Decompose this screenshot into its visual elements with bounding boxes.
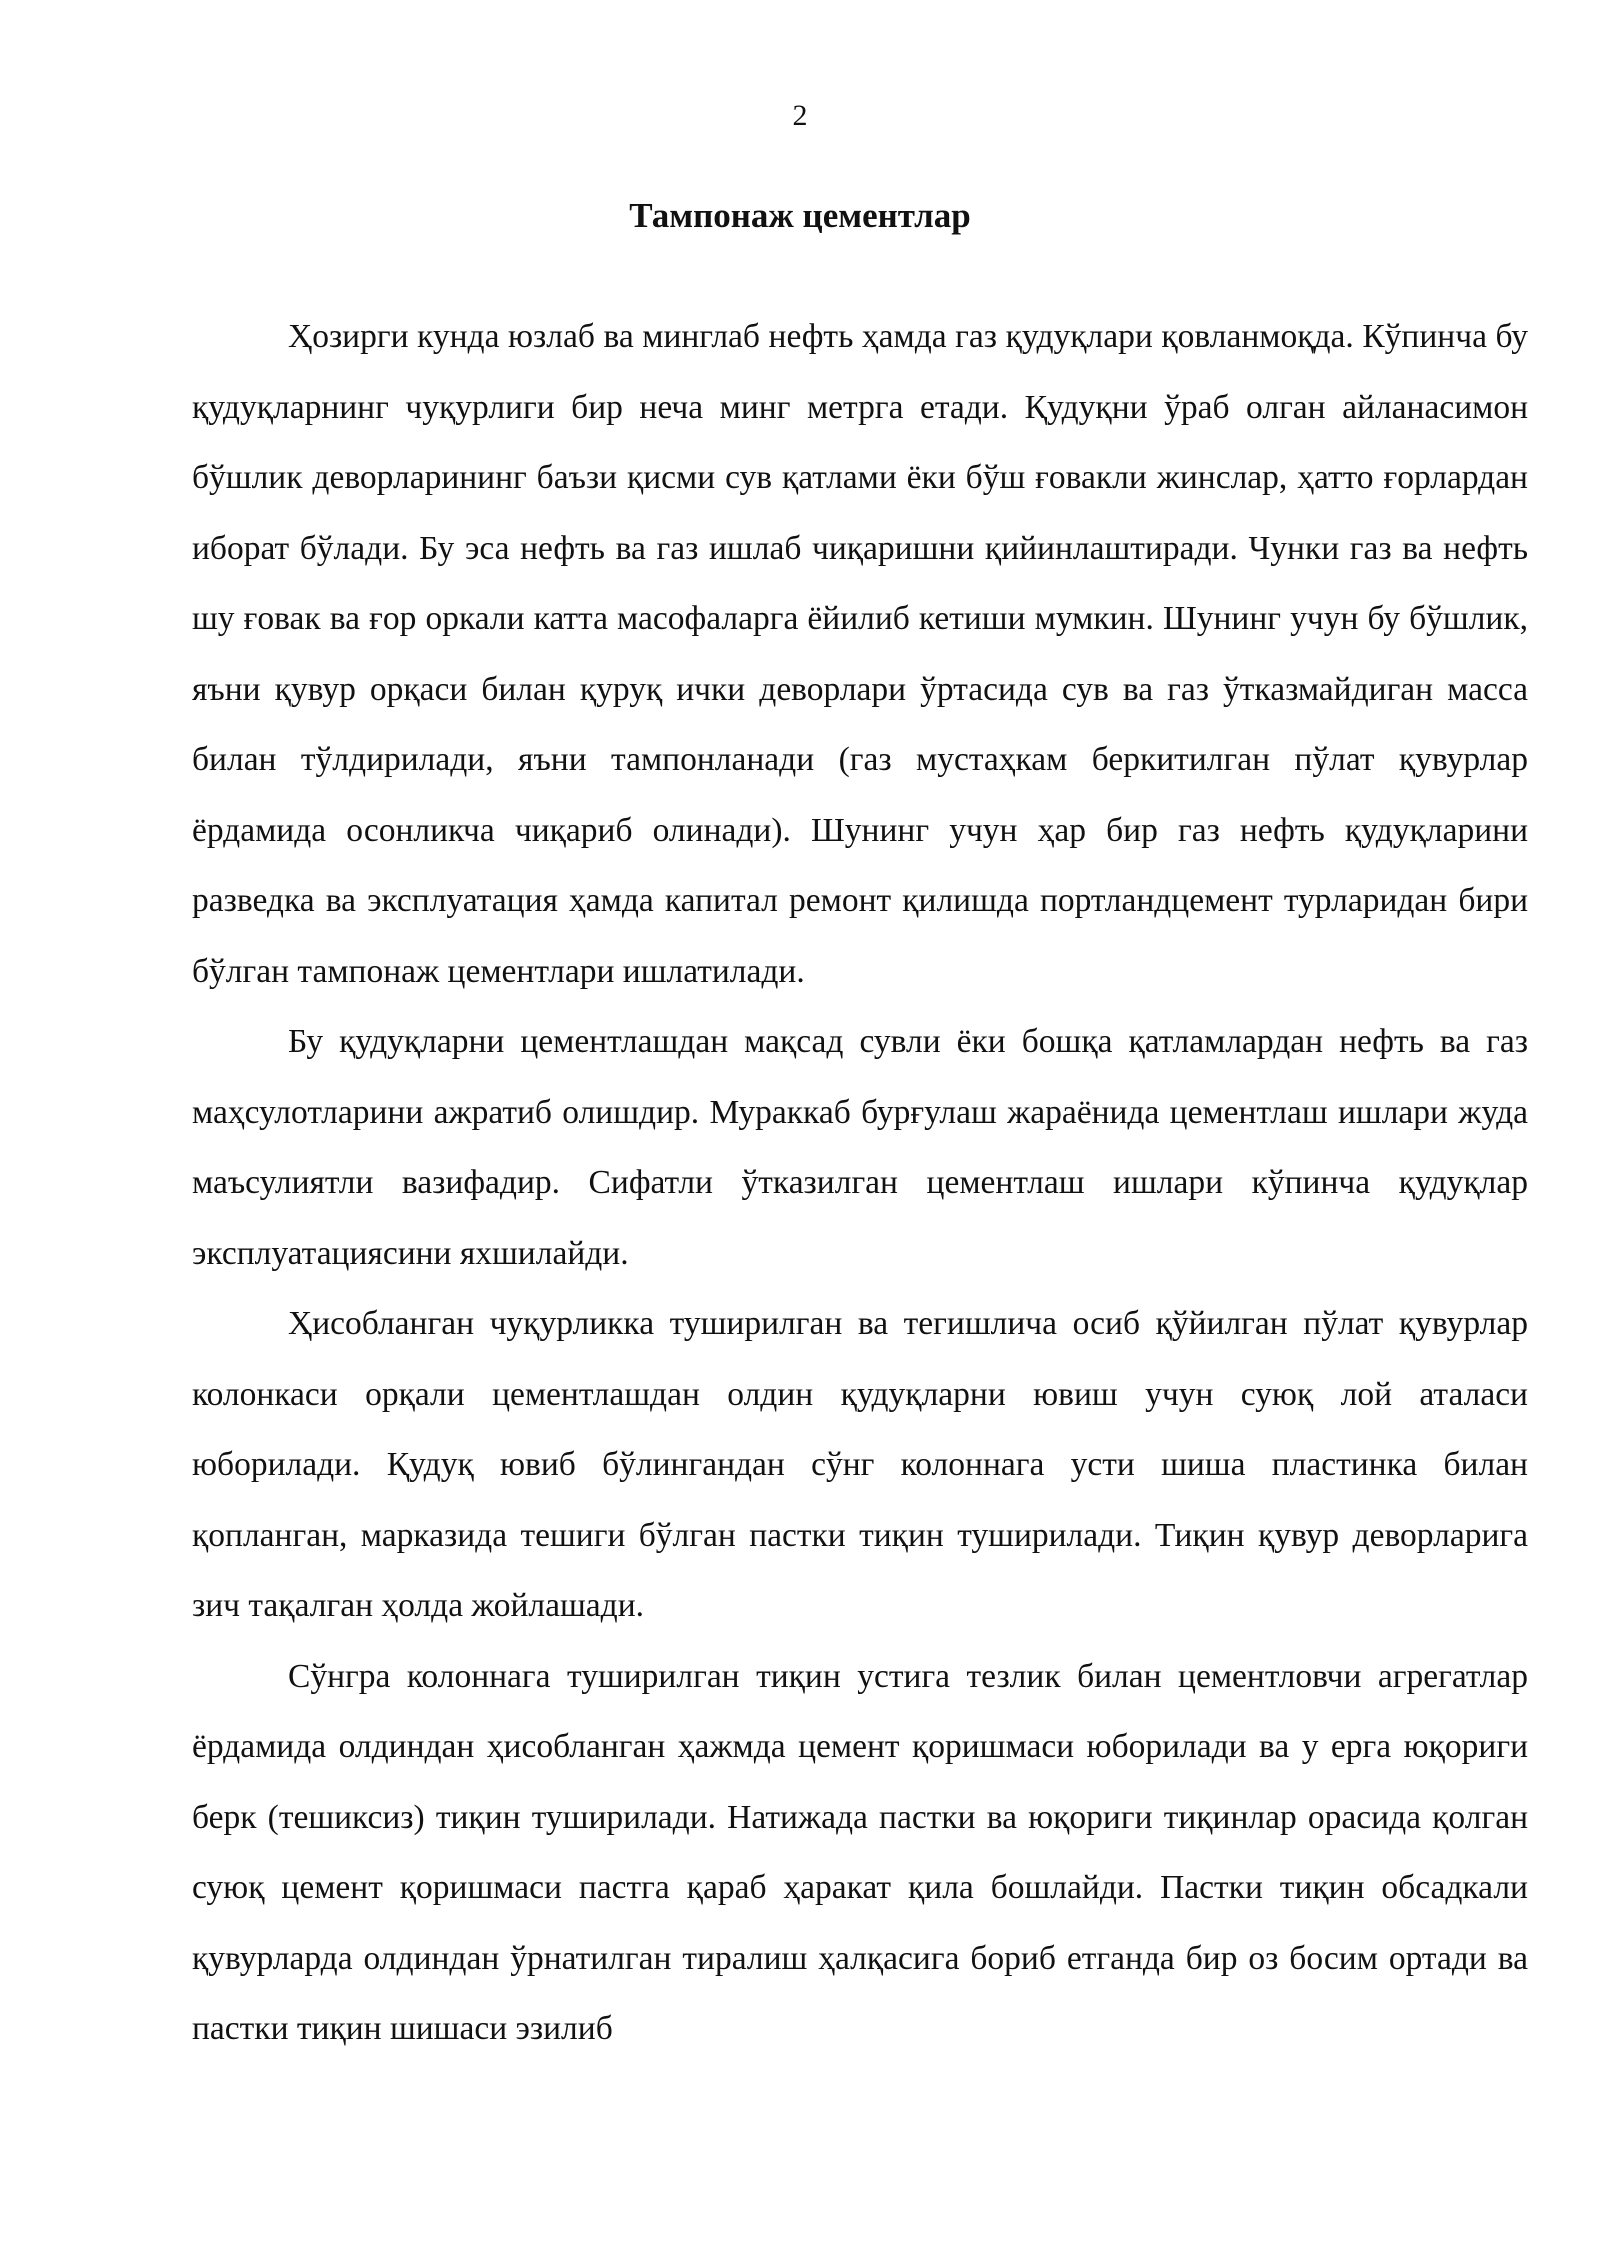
- paragraph-3: Ҳисобланган чуқурликка туширилган ва тегишлича осиб қўйилган пўлат қувурлар колонкаси орқали цементлашдан олдин қудуқларни ювиш учун суюқ лой аталаси юборилади. Қудуқ ювиб бўлингандан сўнг колоннага усти шиша пластинка билан қопланган, марказида тешиги бўлган пастки тиқин туширилади. Тиқин қувур деворларига зич тақалган ҳолда жойлашади.: [192, 1305, 1528, 1624]
- paragraph-2: Бу қудуқларни цементлашдан мақсад сувли ёки бошқа қатламлардан нефть ва газ маҳсулотларини ажратиб олишдир. Мураккаб бурғулаш жараёнида цементлаш ишлари жуда маъсулиятли вазифадир. Сифатли ўтказилган цементлаш ишлари кўпинча қудуқлар эксплуатациясини яхшилайди.: [192, 1023, 1528, 1272]
- document-title: Тампонаж цементлар: [629, 196, 971, 235]
- paragraph-4: Сўнгра колоннага туширилган тиқин устига тезлик билан цементловчи агрегатлар ёрдамида олдиндан ҳисобланган ҳажмда цемент қоришмаси юборилади ва у ерга юқориги берк (тешиксиз) тиқин туширилади. Натижада пастки ва юқориги тиқинлар орасида қолган суюқ цемент қоришмаси пастга қараб ҳаракат қила бошлайди. Пастки тиқин обсадкали қувурларда олдиндан ўрнатилган тиралиш ҳалқасига бориб етганда бир оз босим ортади ва пастки тиқин шишаси эзилиб: [192, 1657, 1528, 2047]
- page-number: 2: [792, 99, 808, 132]
- document-body: [192, 302, 1528, 2065]
- paragraph-1: Ҳозирги кунда юзлаб ва минглаб нефть ҳамда газ қудуқлари қовланмоқда. Кўпинча бу қудуқларнинг чуқурлиги бир неча минг метрга етади. Қудуқни ўраб олган айланасимон бўшлик деворларининг баъзи қисми сув қатлами ёки бўш ғовакли жинслар, ҳатто ғорлардан иборат бўлади. Бу эса нефть ва газ ишлаб чиқаришни қийинлаштиради. Чунки газ ва нефть шу ғовак ва ғор оркали катта масофаларга ёйилиб кетиши мумкин. Шунинг учун бу бўшлик, яъни қувур орқаси билан қуруқ ички деворлари ўртасида сув ва газ ўтказмайдиган масса билан тўлдирилади, яъни тампонланади (газ мустаҳкам беркитилган пўлат қувурлар ёрдамида осонликча чиқариб олинади). Шунинг учун ҳар бир газ нефть қудуқларини разведка ва эксплуатация ҳамда капитал ремонт қилишда портландцемент турларидан бири бўлган тампонаж цементлари ишлатилади.: [192, 318, 1528, 990]
